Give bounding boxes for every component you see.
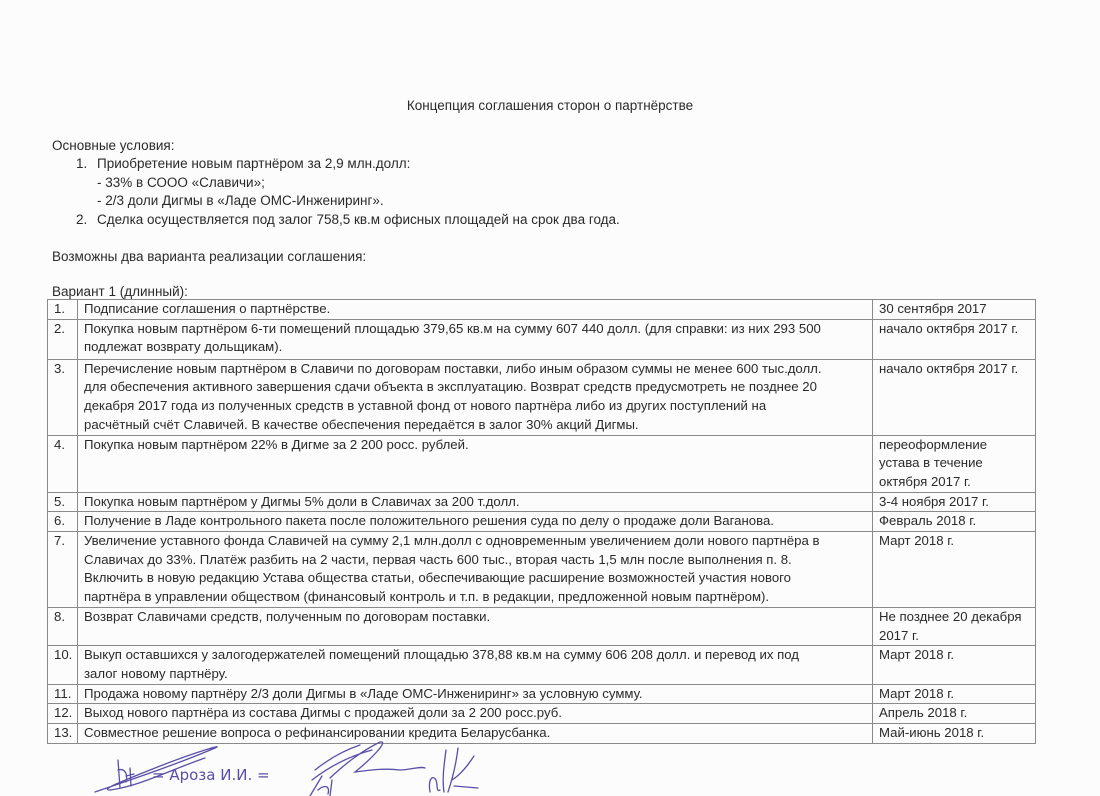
description-line: Продажа новому партнёру 2/3 доли Дигмы в «Ладе ОМС-Инжениринг» за условную сумму. <box>84 685 643 701</box>
signature-3 <box>429 748 478 792</box>
description-line: Покупка новым партнёром 6-ти помещений площадью 379,65 кв.м на сумму 607 440 долл. (для справки: из них 293 500 <box>84 320 821 336</box>
description-line: Перечисление новым партнёром в Славичи по договорам поставки, либо иным образом суммы не менее 600 тыс.долл. <box>84 360 822 376</box>
signature-2 <box>310 742 425 796</box>
row-description <box>78 532 873 608</box>
deadline-line: Март 2018 г. <box>879 685 955 701</box>
row-number: 5. <box>48 492 78 512</box>
row-number: 6. <box>48 512 78 532</box>
description-line: Покупка новым партнёром у Дигмы 5% доли в Славичах за 200 т.долл. <box>84 493 520 509</box>
row-number: 1. <box>48 300 78 320</box>
deadline-line: устава в течение <box>879 455 983 471</box>
table-row <box>48 704 1036 724</box>
deadline-line: Апрель 2018 г. <box>879 705 968 721</box>
table-row <box>48 532 1036 608</box>
description-line: подлежат возврату дольщикам). <box>84 339 283 355</box>
row-number: 4. <box>48 435 78 492</box>
condition-num: 1. <box>76 156 88 171</box>
table-row <box>48 684 1036 704</box>
row-description <box>78 704 873 724</box>
table-row <box>48 512 1036 532</box>
row-description <box>78 512 873 532</box>
variant1-table <box>47 299 1036 744</box>
description-line: декабря 2017 года из полученных средств в уставной фонд от нового партнёра либо из других поступлений на <box>84 398 767 414</box>
row-description <box>78 684 873 704</box>
row-deadline <box>873 532 1036 608</box>
condition-text: Приобретение новым партнёром за 2,9 млн.долл: <box>97 156 411 171</box>
deadline-line: Февраль 2018 г. <box>879 513 977 529</box>
table-row <box>48 646 1036 684</box>
row-number: 3. <box>48 359 78 435</box>
variant1-heading: Вариант 1 (длинный): <box>52 284 188 299</box>
description-line: Покупка новым партнёром 22% в Дигме за 2 200 росс. рублей. <box>84 436 469 452</box>
description-line: Выход нового партнёра из состава Дигмы с продажей доли за 2 200 росс.руб. <box>84 705 562 721</box>
condition-text: Сделка осуществляется под залог 758,5 кв.м офисных площадей на срок два года. <box>97 212 620 227</box>
document-title: Концепция соглашения сторон о партнёрстве <box>406 98 694 113</box>
description-line: Славичах до 33%. Платёж разбить на 2 части, первая часть 600 тыс., вторая часть 1,5 млн после выполнения п. 8. <box>84 551 792 567</box>
description-line: Возврат Славичами средств, полученным по договорам поставки. <box>84 608 491 624</box>
row-deadline <box>873 512 1036 532</box>
signature-name: = Ароза И.И. = <box>152 766 270 784</box>
row-deadline <box>873 704 1036 724</box>
deadline-line: начало октября 2017 г. <box>879 360 1019 376</box>
condition-subitem: - 33% в СООО «Славичи»; <box>97 175 265 190</box>
deadline-line: начало октября 2017 г. <box>879 320 1019 336</box>
row-number: 8. <box>48 607 78 645</box>
row-deadline <box>873 300 1036 320</box>
table-row <box>48 435 1036 492</box>
description-line: Увеличение уставного фонда Славичей на сумму 2,1 млн.долл с одновременным увеличением доли нового партнёра в <box>84 533 820 549</box>
row-description <box>78 607 873 645</box>
description-line: расчётный счёт Славичей. В качестве обеспечения передаётся в залог 30% акций Дигмы. <box>84 416 639 432</box>
deadline-line: 3-4 ноября 2017 г. <box>879 493 989 509</box>
condition-num: 2. <box>76 212 88 227</box>
row-description <box>78 492 873 512</box>
table-row <box>48 359 1036 435</box>
description-line: Получение в Ладе контрольного пакета после положительного решения суда по делу о продаже доли Ваганова. <box>84 513 774 529</box>
variants-intro: Возможны два варианта реализации соглашения: <box>52 249 367 264</box>
description-line: партнёра в управлении обществом (финансовый контроль и т.п. в редакции, предложенной новым партнёром). <box>84 589 770 605</box>
row-deadline <box>873 359 1036 435</box>
row-deadline <box>873 646 1036 684</box>
row-description <box>78 300 873 320</box>
description-line: залог новому партнёру. <box>84 665 228 681</box>
row-deadline <box>873 319 1036 359</box>
signatures <box>0 740 1100 796</box>
row-number: 11. <box>48 684 78 704</box>
table-row <box>48 492 1036 512</box>
row-description <box>78 435 873 492</box>
deadline-line: Март 2018 г. <box>879 647 955 663</box>
row-description <box>78 359 873 435</box>
row-deadline <box>873 492 1036 512</box>
row-description <box>78 319 873 359</box>
row-deadline <box>873 684 1036 704</box>
deadline-line: Не позднее 20 декабря <box>879 608 1022 624</box>
row-number: 12. <box>48 704 78 724</box>
condition-subitem: - 2/3 доли Дигмы в «Ладе ОМС-Инжениринг». <box>97 193 384 208</box>
table-row <box>48 607 1036 645</box>
description-line: Включить в новую редакцию Устава общества статьи, обеспечивающие расширение возможностей участия нового <box>84 570 792 586</box>
deadline-line: 30 сентября 2017 <box>879 301 987 316</box>
row-number: 10. <box>48 646 78 684</box>
row-number: 13. <box>48 724 78 744</box>
deadline-line: октября 2017 г. <box>879 473 971 489</box>
row-description <box>78 646 873 684</box>
row-deadline <box>873 435 1036 492</box>
deadline-line: переоформление <box>879 436 988 452</box>
row-number: 2. <box>48 319 78 359</box>
description-line: Выкуп оставшихся у залогодержателей помещений площадью 378,88 кв.м на сумму 606 208 долл. и перевод их под <box>84 647 799 663</box>
table-row <box>48 319 1036 359</box>
signature-1 <box>95 747 270 792</box>
table-row <box>48 300 1036 320</box>
row-number: 7. <box>48 532 78 608</box>
description-line: Подписание соглашения о партнёрстве. <box>84 301 331 316</box>
conditions-heading: Основные условия: <box>52 138 175 153</box>
deadline-line: Май-июнь 2018 г. <box>879 725 985 741</box>
description-line: для обеспечения активного завершения сдачи объекта в эксплуатацию. Возврат средств предусмотреть не позднее 20 <box>84 379 817 395</box>
deadline-line: 2017 г. <box>879 627 919 643</box>
row-deadline <box>873 607 1036 645</box>
description-line: Совместное решение вопроса о рефинансировании кредита Беларусбанка. <box>84 725 551 741</box>
deadline-line: Март 2018 г. <box>879 533 955 549</box>
